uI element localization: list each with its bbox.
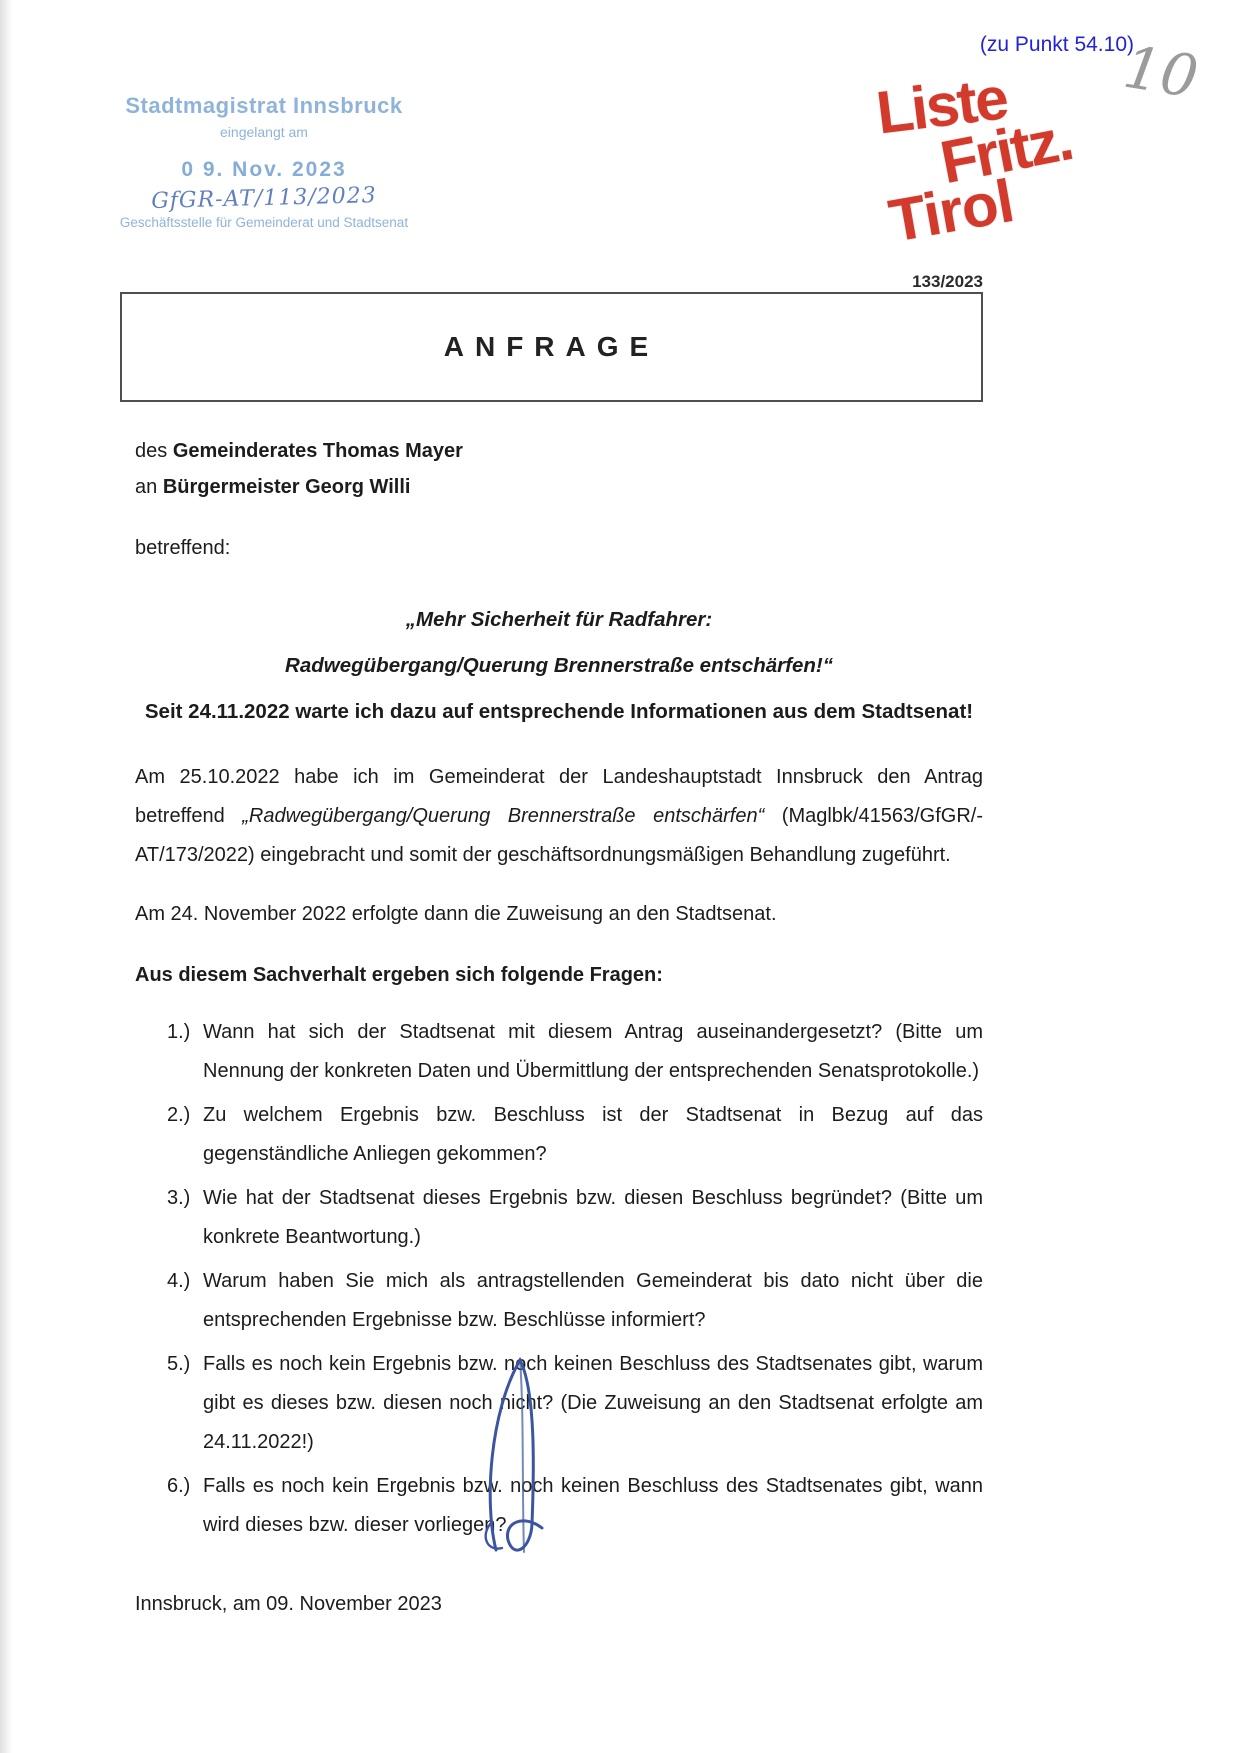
entry-stamp: [110, 92, 418, 232]
paragraph-1-part2: (Maglbk/41563/GfGR/-AT/173/2022) eingebracht und somit der geschäftsordnungsmäßigen Behandlung zugeführt.: [135, 805, 983, 866]
agenda-point-note: (zu Punkt 54.10): [979, 33, 1134, 56]
to-prefix: an: [135, 476, 158, 498]
from-line: [135, 440, 983, 463]
question-text: Wann hat sich der Stadtsenat mit diesem Antrag auseinandergesetzt? (Bitte um Nennung der konkreten Daten und Übermittlung der entsprechenden Senatsprotokolle.): [203, 1021, 983, 1082]
to-name: Bürgermeister Georg Willi: [162, 476, 411, 498]
questions-heading: Aus diesem Sachverhalt ergeben sich folgende Fragen:: [135, 964, 663, 986]
question-text: Wie hat der Stadtsenat dieses Ergebnis bzw. diesen Beschluss begründet? (Bitte um konkrete Beantwortung.): [203, 1187, 983, 1248]
question-number: 5.): [167, 1353, 191, 1375]
paragraph-2: Am 24. November 2022 erfolgte dann die Zuweisung an den Stadtsenat.: [135, 903, 777, 925]
party-stamp-line2: Fritz.: [935, 105, 1077, 197]
question-item: [167, 1013, 983, 1091]
question-text: Warum haben Sie mich als antragstellenden Gemeinderat bis dato nicht über die entsprechenden Ergebnisse bzw. Beschlüsse informiert?: [203, 1270, 983, 1331]
handwritten-signature: [462, 1352, 592, 1572]
question-item: [167, 1179, 983, 1257]
subject-line3: Seit 24.11.2022 warte ich dazu auf entsprechende Informationen aus dem Stadtsenat!: [144, 700, 974, 723]
from-name: Gemeinderates Thomas Mayer: [172, 440, 463, 462]
question-text: Falls es noch kein Ergebnis bzw. noch keinen Beschluss des Stadtsenates gibt, wann wird dieses bzw. dieser vorliegen?: [203, 1475, 983, 1536]
place-date: Innsbruck, am 09. November 2023: [135, 1593, 442, 1615]
question-number: 2.): [167, 1104, 191, 1126]
question-text: Falls es noch kein Ergebnis bzw. noch keinen Beschluss des Stadtsenates gibt, warum gibt es dieses bzw. diesen noch nicht? (Die Zuweisung an den Stadtsenat erfolgte am 24.11.2022!): [203, 1353, 983, 1453]
entry-stamp-department: Geschäftsstelle für Gemeinderat und Stadtsenat: [119, 214, 409, 230]
subject-line2: Radwegübergang/Querung Brennerstraße entschärfen!“: [285, 654, 833, 677]
question-number: 4.): [167, 1270, 191, 1292]
question-item: [167, 1262, 983, 1340]
paragraph-1: [135, 758, 983, 875]
question-item: [167, 1096, 983, 1174]
signature-strokes: [462, 1352, 592, 1567]
entry-stamp-received-label: eingelangt am: [220, 123, 308, 140]
to-line: [135, 476, 983, 499]
party-stamp-line3: Tirol: [884, 167, 1018, 255]
title-box: [120, 292, 983, 402]
from-prefix: des: [135, 440, 168, 462]
question-number: 3.): [167, 1187, 191, 1209]
entry-stamp-date: 0 9. Nov. 2023: [181, 158, 347, 181]
subject-line1: „Mehr Sicherheit für Radfahrer:: [405, 608, 713, 631]
scan-edge-shadow: [0, 0, 12, 1753]
entry-stamp-handwritten-ref: GfGR-AT/113/2023: [150, 183, 378, 215]
question-number: 1.): [167, 1021, 191, 1043]
liste-fritz-tirol-stamp: [871, 48, 1163, 255]
re-label: betreffend:: [135, 537, 231, 559]
question-text: Zu welchem Ergebnis bzw. Beschluss ist der Stadtsenat in Bezug auf das gegenständliche Anliegen gekommen?: [203, 1104, 983, 1165]
entry-stamp-office: Stadtmagistrat Innsbruck: [125, 93, 403, 118]
file-number: 133/2023: [912, 272, 983, 291]
question-number: 6.): [167, 1475, 191, 1497]
paragraph-1-italic: „Radwegübergang/Querung Brennerstraße entschärfen“: [242, 805, 765, 827]
handwritten-number: 10: [1119, 32, 1203, 112]
subject-block: [135, 608, 983, 724]
paragraph-1-part1: Am 25.10.2022 habe ich im Gemeinderat der Landeshauptstadt Innsbruck den Antrag betreffend: [135, 766, 983, 827]
party-stamp-line1: Liste: [872, 64, 1011, 147]
document-title: ANFRAGE: [443, 331, 660, 362]
